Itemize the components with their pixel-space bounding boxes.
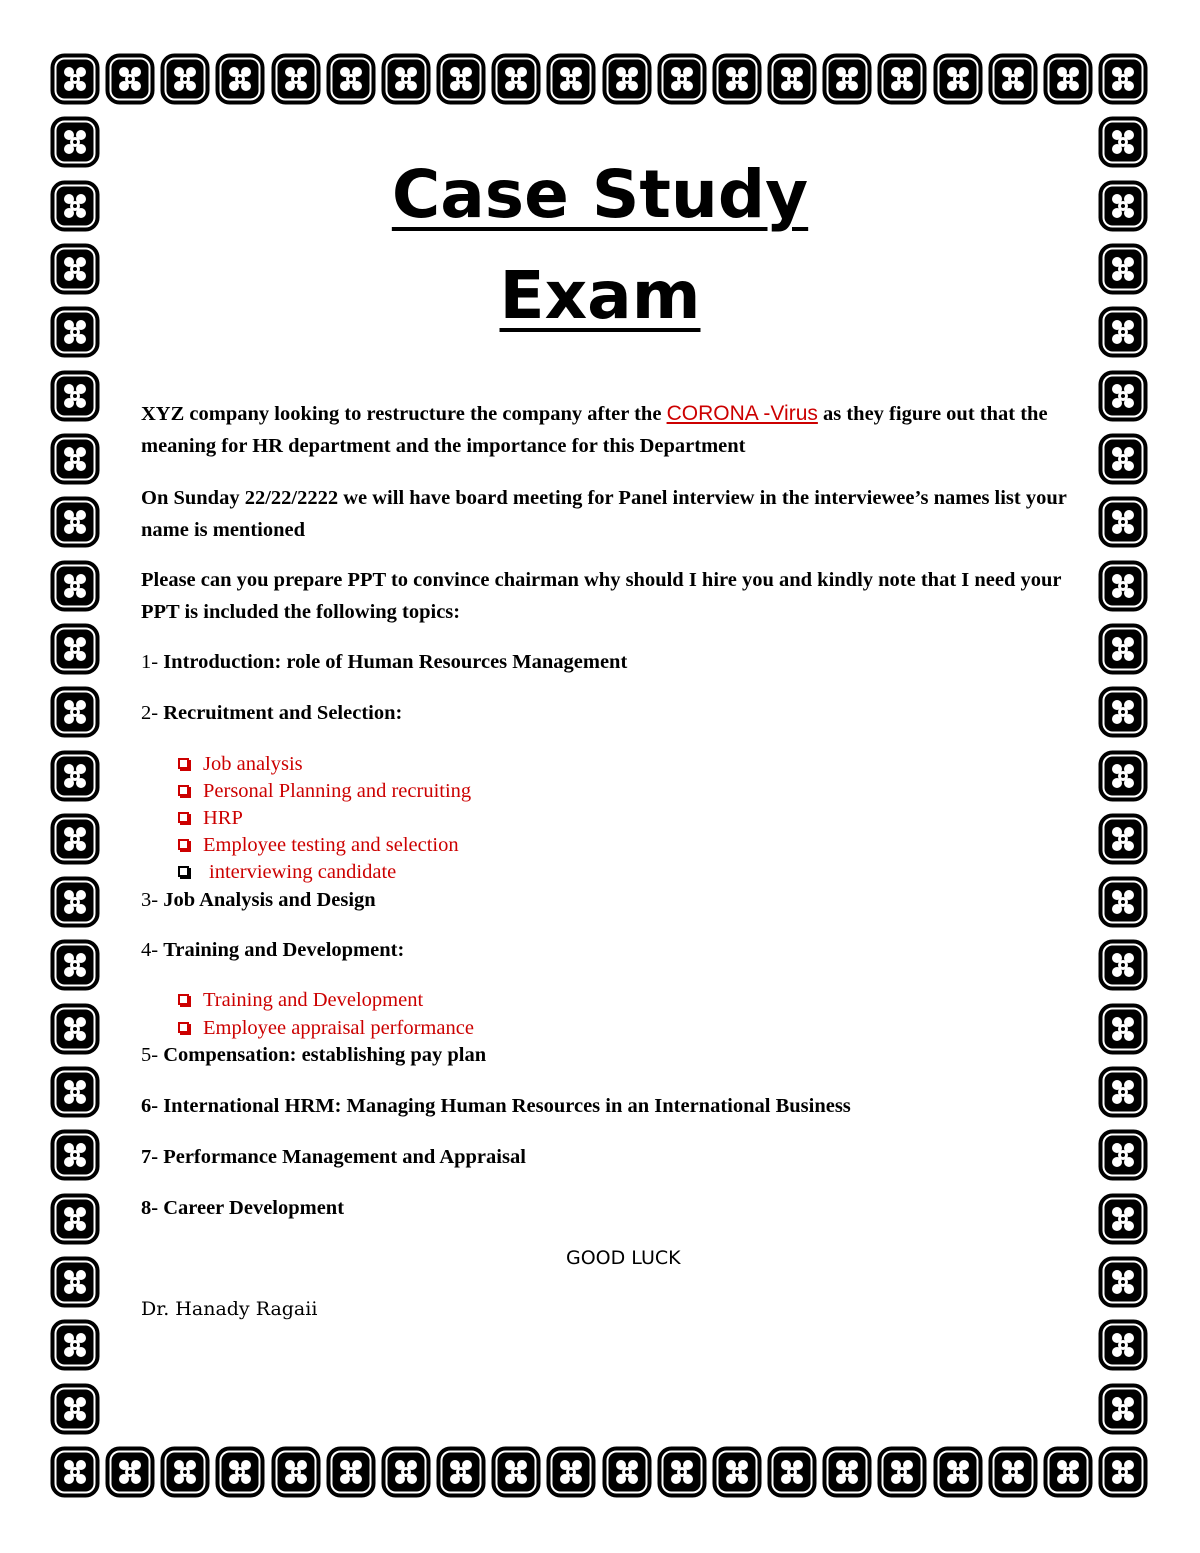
border-ornament-icon — [712, 1446, 762, 1498]
border-ornament-icon — [1043, 1446, 1093, 1498]
border-ornament-icon — [50, 1129, 100, 1181]
border-ornament-icon — [1098, 1319, 1148, 1371]
topic-item: 2- Recruitment and Selection: — [141, 702, 403, 724]
subtopic-item: Training and Development — [178, 987, 423, 1013]
border-ornament-icon — [988, 53, 1038, 105]
border-ornament-icon — [1098, 1383, 1148, 1435]
border-ornament-icon — [1098, 116, 1148, 168]
border-ornament-icon — [546, 53, 596, 105]
border-ornament-icon — [50, 1446, 100, 1498]
border-ornament-icon — [160, 53, 210, 105]
border-ornament-icon — [50, 1319, 100, 1371]
border-ornament-icon — [877, 53, 927, 105]
border-ornament-icon — [1098, 496, 1148, 548]
border-ornament-icon — [1098, 433, 1148, 485]
closing-text: GOOD LUCK — [566, 1247, 681, 1269]
border-ornament-icon — [602, 53, 652, 105]
corona-virus-highlight: CORONA -Virus — [666, 402, 818, 425]
intro-paragraph — [141, 398, 1071, 462]
border-ornament-icon — [50, 116, 100, 168]
border-ornament-icon — [271, 1446, 321, 1498]
border-ornament-icon — [1098, 1003, 1148, 1055]
border-ornament-icon — [160, 1446, 210, 1498]
topic-item: 8- Career Development — [141, 1197, 345, 1219]
subtopic-item: interviewing candidate — [178, 859, 396, 885]
border-ornament-icon — [50, 560, 100, 612]
border-ornament-icon — [1098, 560, 1148, 612]
border-ornament-icon — [50, 1193, 100, 1245]
border-ornament-icon — [657, 1446, 707, 1498]
border-ornament-icon — [1043, 53, 1093, 105]
topic-item: 1- Introduction: role of Human Resources Management — [141, 651, 628, 673]
border-ornament-icon — [767, 1446, 817, 1498]
border-ornament-icon — [1098, 1129, 1148, 1181]
border-ornament-icon — [50, 1066, 100, 1118]
border-ornament-icon — [712, 53, 762, 105]
checkbox-icon — [178, 785, 189, 796]
topic-item: 5- Compensation: establishing pay plan — [141, 1044, 487, 1066]
border-ornament-icon — [50, 370, 100, 422]
border-ornament-icon — [1098, 1446, 1148, 1498]
border-ornament-icon — [1098, 1193, 1148, 1245]
border-ornament-icon — [50, 1003, 100, 1055]
topic-item: 4- Training and Development: — [141, 939, 405, 961]
border-ornament-icon — [215, 1446, 265, 1498]
border-ornament-icon — [1098, 1066, 1148, 1118]
intro-text-after: as they figure out that the meaning for HR department and the importance for this Department — [141, 403, 1048, 457]
border-ornament-icon — [326, 53, 376, 105]
checkbox-icon — [178, 866, 189, 877]
subtopic-item: HRP — [178, 805, 243, 831]
border-ornament-icon — [50, 496, 100, 548]
border-ornament-icon — [326, 1446, 376, 1498]
page-subtitle: Exam — [499, 257, 701, 334]
border-ornament-icon — [877, 1446, 927, 1498]
border-ornament-icon — [491, 53, 541, 105]
border-ornament-icon — [933, 53, 983, 105]
border-ornament-icon — [1098, 53, 1148, 105]
border-ornament-icon — [1098, 686, 1148, 738]
checkbox-icon — [178, 812, 189, 823]
border-ornament-icon — [381, 1446, 431, 1498]
border-ornament-icon — [1098, 939, 1148, 991]
border-ornament-icon — [436, 1446, 486, 1498]
meeting-paragraph: On Sunday 22/22/2222 we will have board meeting for Panel interview in the interviewee’s names list your name is mentioned — [141, 487, 1067, 541]
checkbox-icon — [178, 994, 189, 1005]
subtopic-item: Personal Planning and recruiting — [178, 778, 471, 804]
border-ornament-icon — [1098, 813, 1148, 865]
border-ornament-icon — [50, 876, 100, 928]
border-ornament-icon — [50, 939, 100, 991]
border-ornament-icon — [50, 433, 100, 485]
subtopic-item: Employee appraisal performance — [178, 1015, 474, 1041]
signature-text: Dr. Hanady Ragaii — [141, 1298, 318, 1320]
request-paragraph: Please can you prepare PPT to convince chairman why should I hire you and kindly note that I need your PPT is included the following topics: — [141, 569, 1062, 623]
border-ornament-icon — [50, 1256, 100, 1308]
checkbox-icon — [178, 1022, 189, 1033]
border-ornament-icon — [657, 53, 707, 105]
subtopic-item: Job analysis — [178, 751, 303, 777]
border-ornament-icon — [50, 53, 100, 105]
border-ornament-icon — [602, 1446, 652, 1498]
page-title: Case Study — [391, 156, 809, 233]
border-ornament-icon — [1098, 623, 1148, 675]
border-ornament-icon — [271, 53, 321, 105]
border-ornament-icon — [436, 53, 486, 105]
border-ornament-icon — [50, 813, 100, 865]
border-ornament-icon — [381, 53, 431, 105]
topic-item: 3- Job Analysis and Design — [141, 889, 376, 911]
border-ornament-icon — [546, 1446, 596, 1498]
border-ornament-icon — [491, 1446, 541, 1498]
topic-item: 7- Performance Management and Appraisal — [141, 1146, 526, 1168]
border-ornament-icon — [767, 53, 817, 105]
topic-item: 6- International HRM: Managing Human Resources in an International Business — [141, 1095, 851, 1117]
border-ornament-icon — [1098, 370, 1148, 422]
border-ornament-icon — [50, 750, 100, 802]
border-ornament-icon — [1098, 1256, 1148, 1308]
border-ornament-icon — [215, 53, 265, 105]
border-ornament-icon — [105, 1446, 155, 1498]
border-ornament-icon — [822, 53, 872, 105]
subtopic-item: Employee testing and selection — [178, 832, 459, 858]
border-ornament-icon — [933, 1446, 983, 1498]
border-ornament-icon — [50, 623, 100, 675]
border-ornament-icon — [1098, 876, 1148, 928]
border-ornament-icon — [1098, 750, 1148, 802]
border-ornament-icon — [50, 1383, 100, 1435]
border-ornament-icon — [105, 53, 155, 105]
intro-text-before: XYZ company looking to restructure the company after the — [141, 403, 667, 425]
checkbox-icon — [178, 839, 189, 850]
border-ornament-icon — [988, 1446, 1038, 1498]
border-ornament-icon — [50, 686, 100, 738]
border-ornament-icon — [822, 1446, 872, 1498]
checkbox-icon — [178, 758, 189, 769]
